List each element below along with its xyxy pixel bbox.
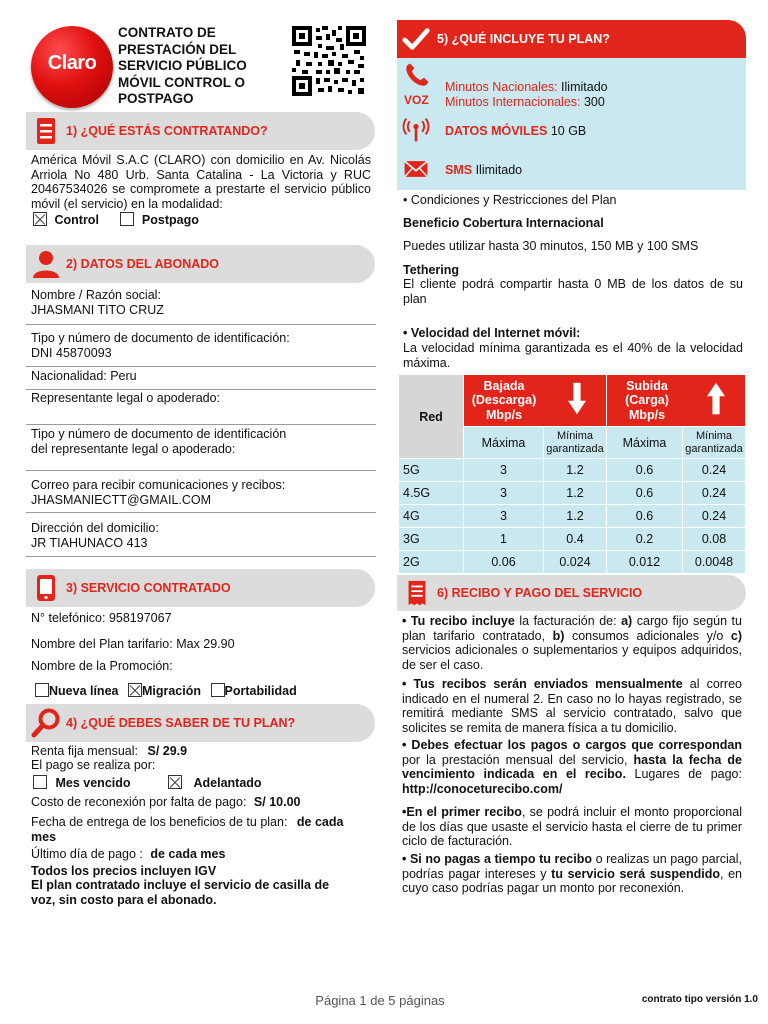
document-id-label: Tipo y número de documento de identificación: bbox=[31, 331, 290, 345]
mobile-data-value: 10 GB bbox=[550, 124, 587, 138]
reconnection-cost bbox=[31, 795, 301, 810]
international-coverage-text: Puedes utilizar hasta 30 minutos, 150 MB y 100 SMS bbox=[403, 239, 699, 253]
row-network: 5G bbox=[399, 459, 464, 482]
p4-text: , se podrá incluir el monto proporcional de los días que usaste el servicio hasta el cierre de tu primer ciclo de facturación. bbox=[402, 805, 742, 848]
claro-logo bbox=[31, 26, 113, 108]
section-2-title: 2) DATOS DEL ABONADO bbox=[66, 257, 220, 271]
reconnection-label: Costo de reconexión por falta de pago: bbox=[31, 795, 247, 809]
last-payment-day bbox=[31, 847, 225, 862]
benefit-delivery-label: Fecha de entrega de los beneficios de tu plan: bbox=[31, 815, 288, 829]
p3-text-2: Lugares de pago: bbox=[625, 767, 742, 781]
name-field bbox=[26, 287, 376, 325]
p1-bold: • Tu recibo incluye bbox=[402, 614, 515, 628]
plan-summary-box bbox=[397, 58, 746, 190]
section-3-header bbox=[26, 569, 375, 607]
voicemail-note: El plan contratado incluye el servicio de casilla de voz, sin costo para el abonado. bbox=[31, 878, 330, 907]
benefit-delivery-value: de cada bbox=[296, 815, 344, 829]
name-value: JHASMANI TITO CRUZ bbox=[31, 302, 164, 317]
row-up-min: 0.24 bbox=[683, 459, 746, 482]
speed-text: La velocidad mínima garantizada es el 40% de la velocidad máxima. bbox=[403, 341, 743, 370]
adelantado-label: Adelantado bbox=[193, 776, 262, 790]
p1-text-4: servicios adicionales o suplementarios y equipos adquiridos, de ser el caso. bbox=[402, 643, 742, 672]
table-row bbox=[399, 551, 746, 574]
row-up-max: 0.2 bbox=[607, 528, 683, 551]
row-up-min: 0.0048 bbox=[683, 551, 746, 574]
email-value: JHASMANIECTT@GMAIL.COM bbox=[31, 492, 212, 507]
mobile-data bbox=[445, 124, 586, 139]
signal-antenna-icon bbox=[402, 116, 430, 144]
sms-label: SMS bbox=[445, 163, 473, 177]
row-down-max: 3 bbox=[464, 505, 544, 528]
row-down-min: 1.2 bbox=[544, 459, 607, 482]
upload-header-text: Subida (Carga) Mbp/s bbox=[625, 378, 669, 422]
international-minutes-value: 300 bbox=[583, 95, 605, 109]
row-up-min: 0.24 bbox=[683, 482, 746, 505]
p3-bold: • Debes efectuar los pagos o cargos que correspondan bbox=[402, 738, 742, 752]
national-minutes-label: Minutos Nacionales: bbox=[445, 80, 558, 94]
arrow-down-icon bbox=[568, 382, 586, 416]
up-max-header: Máxima bbox=[607, 427, 683, 459]
p1-b: b) bbox=[552, 628, 565, 643]
section-1-title: 1) ¿QUÉ ESTÁS CONTRATANDO? bbox=[66, 124, 268, 138]
receipt-paragraph-5 bbox=[402, 852, 742, 896]
benefit-delivery-value-2: mes bbox=[31, 829, 57, 844]
p1-text: la facturación de: bbox=[514, 614, 622, 628]
plan-name: Nombre del Plan tarifario: Max 29.90 bbox=[31, 637, 235, 651]
mobile-phone-icon bbox=[30, 572, 62, 604]
document-id-field bbox=[26, 331, 376, 367]
international-minutes-label: Minutos Internacionales: bbox=[445, 95, 581, 109]
section-6-header bbox=[397, 575, 746, 611]
row-down-max: 3 bbox=[464, 482, 544, 505]
row-down-min: 1.2 bbox=[544, 482, 607, 505]
national-minutes bbox=[445, 80, 608, 95]
portabilidad-label: Portabilidad bbox=[224, 684, 297, 698]
row-up-min: 0.08 bbox=[683, 528, 746, 551]
table-row bbox=[399, 459, 746, 482]
monthly-fee-label: Renta fija mensual: bbox=[31, 744, 139, 758]
p5-text: o realizas un pago parcial, podrías pagar intereses y bbox=[402, 852, 742, 881]
speed-table bbox=[398, 374, 746, 574]
p1-text-2: cargo fijo según tu plan tarifario contratado, bbox=[402, 614, 742, 643]
user-icon bbox=[30, 248, 62, 280]
name-label: Nombre / Razón social: bbox=[31, 288, 161, 302]
down-min-header: Mínima garantizada bbox=[544, 427, 607, 459]
address-field bbox=[26, 521, 376, 557]
section-4-title: 4) ¿QUÉ DEBES SABER DE TU PLAN? bbox=[66, 716, 296, 730]
portabilidad-checkbox[interactable] bbox=[211, 683, 225, 697]
national-minutes-value: Ilimitado bbox=[561, 80, 608, 94]
phone-number: N° telefónico: 958197067 bbox=[31, 611, 172, 625]
table-row bbox=[399, 528, 746, 551]
p4-bold: •En el primer recibo bbox=[402, 805, 522, 819]
line-type-options bbox=[35, 683, 375, 699]
benefit-delivery-date bbox=[31, 815, 371, 844]
legal-rep-id-label-1: Tipo y número de documento de identificación bbox=[31, 427, 287, 441]
address-label: Dirección del domicilio: bbox=[31, 521, 159, 535]
postpago-checkbox[interactable] bbox=[120, 212, 134, 226]
row-down-min: 0.4 bbox=[544, 528, 607, 551]
receipt-paragraph-3 bbox=[402, 738, 742, 796]
adelantado-checkbox[interactable] bbox=[168, 775, 182, 789]
row-up-max: 0.6 bbox=[607, 459, 683, 482]
monthly-fee-value: S/ 29.9 bbox=[147, 744, 188, 758]
up-min-header: Mínima garantizada bbox=[683, 427, 746, 459]
row-network: 4G bbox=[399, 505, 464, 528]
tethering-text: El cliente podrá compartir hasta 0 MB de los datos de su plan bbox=[403, 277, 743, 306]
payment-mode-label: El pago se realiza por: bbox=[31, 758, 156, 772]
upload-header bbox=[607, 375, 746, 427]
mes-vencido-label: Mes vencido bbox=[55, 776, 131, 790]
voz-label: VOZ bbox=[404, 93, 429, 107]
international-coverage-title: Beneficio Cobertura Internacional bbox=[403, 216, 604, 230]
last-payment-value: de cada mes bbox=[150, 847, 226, 861]
arrow-up-icon bbox=[707, 382, 725, 416]
page-number: Página 1 de 5 páginas bbox=[315, 993, 445, 1008]
igv-note: Todos los precios incluyen IGV bbox=[31, 864, 217, 878]
download-header-text: Bajada (Descarga) Mbp/s bbox=[471, 378, 537, 422]
contract-version: contrato tipo versión 1.0 bbox=[641, 994, 758, 1005]
international-minutes bbox=[445, 95, 605, 110]
address-value: JR TIAHUNACO 413 bbox=[31, 535, 148, 550]
section-4-header bbox=[26, 704, 375, 742]
migracion-checkbox[interactable] bbox=[128, 683, 142, 697]
section-1-header bbox=[26, 112, 375, 150]
row-up-max: 0.012 bbox=[607, 551, 683, 574]
row-up-max: 0.6 bbox=[607, 505, 683, 528]
section-5-header bbox=[397, 20, 746, 58]
checkmark-icon bbox=[401, 24, 431, 54]
receipt-icon bbox=[402, 578, 432, 608]
p1-text-3: consumos adicionales y/o bbox=[564, 628, 731, 643]
nationality-field bbox=[26, 369, 376, 390]
red-header: Red bbox=[399, 375, 464, 459]
nueva-linea-label: Nueva línea bbox=[49, 684, 119, 698]
receipt-paragraph-1 bbox=[402, 614, 742, 672]
tethering-title: Tethering bbox=[403, 263, 460, 277]
row-down-max: 1 bbox=[464, 528, 544, 551]
migracion-label: Migración bbox=[141, 684, 202, 698]
payment-link[interactable]: http://conoceturecibo.com/ bbox=[402, 781, 563, 796]
p2-text: al correo indicado en el numeral 2. En caso no lo hayas registrado, se remitirá mediante SMS al servicio contratado, salvo que solicites se remita de manera física a tu domicilio. bbox=[402, 677, 742, 735]
control-label: Control bbox=[54, 213, 99, 227]
magnifier-icon bbox=[30, 707, 62, 739]
conditions-heading: • Condiciones y Restricciones del Plan bbox=[403, 193, 617, 207]
p1-a: a) bbox=[621, 614, 633, 628]
row-network: 3G bbox=[399, 528, 464, 551]
row-network: 4.5G bbox=[399, 482, 464, 505]
reconnection-value: S/ 10.00 bbox=[253, 795, 301, 809]
p3-text: por la prestación mensual del servicio, bbox=[402, 752, 634, 767]
sms bbox=[445, 163, 522, 178]
envelope-icon bbox=[402, 155, 430, 183]
section-2-header bbox=[26, 245, 375, 283]
receipt-paragraph-4 bbox=[402, 805, 742, 849]
nueva-linea-checkbox[interactable] bbox=[35, 683, 49, 697]
postpago-label: Postpago bbox=[141, 213, 199, 227]
monthly-fee bbox=[31, 744, 187, 759]
table-row bbox=[399, 482, 746, 505]
payment-mode-options bbox=[33, 775, 363, 791]
p5-bold: • Si no pagas a tiempo tu recibo bbox=[402, 852, 592, 866]
nationality-label: Nacionalidad: Peru bbox=[31, 369, 137, 383]
control-checkbox[interactable] bbox=[33, 212, 47, 226]
p1-c: c) bbox=[730, 628, 742, 643]
receipt-paragraph-2 bbox=[402, 677, 742, 735]
document-list-icon bbox=[30, 115, 62, 147]
legal-rep-label: Representante legal o apoderado: bbox=[31, 391, 221, 405]
email-label: Correo para recibir comunicaciones y recibos: bbox=[31, 478, 286, 492]
down-max-header: Máxima bbox=[464, 427, 544, 459]
qr-code-icon bbox=[292, 26, 366, 96]
row-down-min: 1.2 bbox=[544, 505, 607, 528]
phone-handset-icon bbox=[403, 61, 431, 89]
sms-value: Ilimitado bbox=[475, 163, 523, 177]
logo-text: Claro bbox=[47, 52, 97, 74]
row-up-min: 0.24 bbox=[683, 505, 746, 528]
modality-options bbox=[33, 212, 363, 228]
p2-bold: • Tus recibos serán enviados mensualmente bbox=[402, 677, 683, 691]
document-id-value: DNI 45870093 bbox=[31, 345, 112, 360]
download-header bbox=[464, 375, 607, 427]
section-5-title: 5) ¿QUÉ INCLUYE TU PLAN? bbox=[437, 32, 610, 46]
section-6-title: 6) RECIBO Y PAGO DEL SERVICIO bbox=[437, 586, 643, 600]
row-down-max: 3 bbox=[464, 459, 544, 482]
document-title: CONTRATO DE PRESTACIÓN DEL SERVICIO PÚBLICO MÓVIL CONTROL O POSTPAGO bbox=[118, 25, 247, 106]
speed-title: • Velocidad del Internet móvil: bbox=[403, 326, 581, 340]
legal-rep-id-field bbox=[26, 427, 376, 471]
p5-text-2: , en cuyo caso podrías pagar un monto por reconexión. bbox=[402, 866, 742, 895]
legal-rep-field bbox=[26, 391, 376, 425]
promotion-label: Nombre de la Promoción: bbox=[31, 659, 173, 673]
last-payment-label: Último día de pago : bbox=[31, 847, 143, 861]
p5-bold-2: tu servicio será suspendido bbox=[551, 866, 720, 881]
table-row bbox=[399, 505, 746, 528]
mes-vencido-checkbox[interactable] bbox=[33, 775, 47, 789]
mobile-data-label: DATOS MÓVILES bbox=[445, 124, 548, 138]
section-1-body: América Móvil S.A.C (CLARO) con domicilio en Av. Nicolás Arriola No 480 Urb. Santa Catalina - La Victoria y RUC 20467534026 se compromete a prestarte el servicio público móvil (el servicio) en la modalidad: bbox=[31, 153, 371, 211]
legal-rep-id-label-2: del representante legal o apoderado: bbox=[31, 441, 236, 456]
email-field bbox=[26, 478, 376, 513]
row-down-max: 0.06 bbox=[464, 551, 544, 574]
row-down-min: 0.024 bbox=[544, 551, 607, 574]
row-up-max: 0.6 bbox=[607, 482, 683, 505]
p3-bold-2: hasta la fecha de vencimiento indicada en el recibo. bbox=[402, 752, 742, 781]
row-network: 2G bbox=[399, 551, 464, 574]
section-3-title: 3) SERVICIO CONTRATADO bbox=[66, 581, 231, 595]
